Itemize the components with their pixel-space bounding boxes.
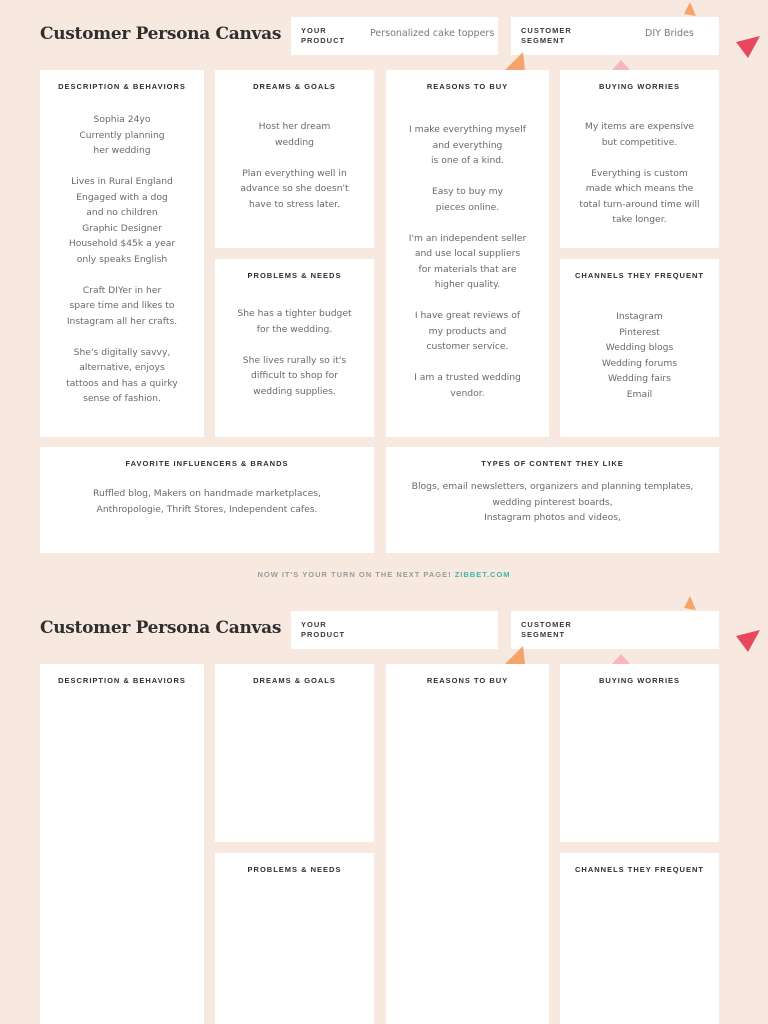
card-text: I make everything myself and everything is one of a kind. Easy to buy my pieces online. I'm an independent seller and use local suppliers for materials that are higher quality. I have great reviews of my products and customer service. I am a trusted wedding vendor. — [408, 124, 527, 399]
segment-label: CUSTOMER SEGMENT — [521, 26, 572, 45]
card-heading: REASONS TO BUY — [426, 676, 509, 685]
problems-card-blank[interactable] — [215, 853, 374, 1024]
segment-value: DIY Brides — [645, 28, 694, 39]
card-heading: CHANNELS THEY FREQUENT — [575, 271, 704, 280]
segment-label: CUSTOMER SEGMENT — [521, 620, 572, 639]
channels-card-blank[interactable] — [560, 853, 719, 1024]
product-field-blank[interactable] — [291, 611, 498, 649]
product-field[interactable] — [291, 17, 498, 55]
segment-field[interactable] — [511, 17, 719, 55]
card-heading: PROBLEMS & NEEDS — [247, 865, 342, 874]
card-text: Instagram Pinterest Wedding blogs Wedding forums Wedding fairs Email — [601, 311, 678, 400]
reasons-card[interactable] — [386, 70, 549, 437]
confetti-red-icon — [736, 36, 760, 58]
confetti-orange-icon — [682, 596, 696, 612]
canvas-title: Customer Persona Canvas — [40, 24, 282, 44]
dreams-card[interactable] — [215, 70, 374, 248]
product-label: YOUR PRODUCT — [301, 620, 346, 639]
canvas-title-blank: Customer Persona Canvas — [40, 618, 282, 638]
confetti-red-icon — [736, 630, 760, 652]
description-card-blank[interactable] — [40, 664, 204, 1024]
card-heading: DREAMS & GOALS — [253, 82, 336, 91]
card-text: Ruffled blog, Makers on handmade marketplaces, Anthropologie, Thrift Stores, Independent cafes. — [93, 488, 321, 515]
card-text: Blogs, email newsletters, organizers and planning templates, wedding pinterest boards, Instagram photos and videos, — [411, 481, 694, 523]
card-heading: REASONS TO BUY — [426, 82, 509, 91]
zibbet-link[interactable]: ZIBBET.COM — [454, 570, 511, 579]
segment-field-blank[interactable] — [511, 611, 719, 649]
card-heading: BUYING WORRIES — [598, 676, 681, 685]
card-heading: TYPES OF CONTENT THEY LIKE — [481, 459, 624, 468]
influencers-card[interactable] — [40, 447, 374, 553]
product-label: YOUR PRODUCT — [301, 26, 346, 45]
card-text: Sophia 24yo Currently planning her wedding Lives in Rural England Engaged with a dog and no children Graphic Designer Household $45k a year only speaks English Craft DIYer in her spare time and likes to Instagram all her crafts. She's digitally savvy, alternative, enjoys tattoos and has a quirky sense of fashion. — [66, 114, 178, 404]
card-heading: DREAMS & GOALS — [253, 676, 336, 685]
card-heading: CHANNELS THEY FREQUENT — [575, 865, 704, 874]
card-text: My items are expensive but competitive. Everything is custom made which means the total turn-around time will take longer. — [579, 121, 700, 225]
problems-card[interactable] — [215, 259, 374, 437]
footer-note — [0, 570, 768, 579]
worries-card[interactable] — [560, 70, 719, 248]
footer-text: NOW IT'S YOUR TURN ON THE NEXT PAGE! — [257, 570, 455, 579]
dreams-card-blank[interactable] — [215, 664, 374, 842]
card-heading: PROBLEMS & NEEDS — [247, 271, 342, 280]
confetti-orange-icon — [682, 2, 696, 18]
reasons-card-blank[interactable] — [386, 664, 549, 1024]
content-types-card[interactable] — [386, 447, 719, 553]
product-value: Personalized cake toppers — [370, 28, 495, 39]
description-card[interactable] — [40, 70, 204, 437]
card-heading: DESCRIPTION & BEHAVIORS — [58, 82, 186, 91]
card-text: She has a tighter budget for the wedding. She lives rurally so it's difficult to shop for wedding supplies. — [237, 308, 352, 397]
card-heading: DESCRIPTION & BEHAVIORS — [58, 676, 186, 685]
card-heading: BUYING WORRIES — [598, 82, 681, 91]
card-heading: FAVORITE INFLUENCERS & BRANDS — [125, 459, 289, 468]
channels-card[interactable] — [560, 259, 719, 437]
confetti-orange-icon — [505, 646, 525, 666]
worries-card-blank[interactable] — [560, 664, 719, 842]
card-text: Host her dream wedding Plan everything well in advance so she doesn't have to stress later. — [240, 121, 349, 210]
confetti-orange-icon — [505, 52, 525, 72]
